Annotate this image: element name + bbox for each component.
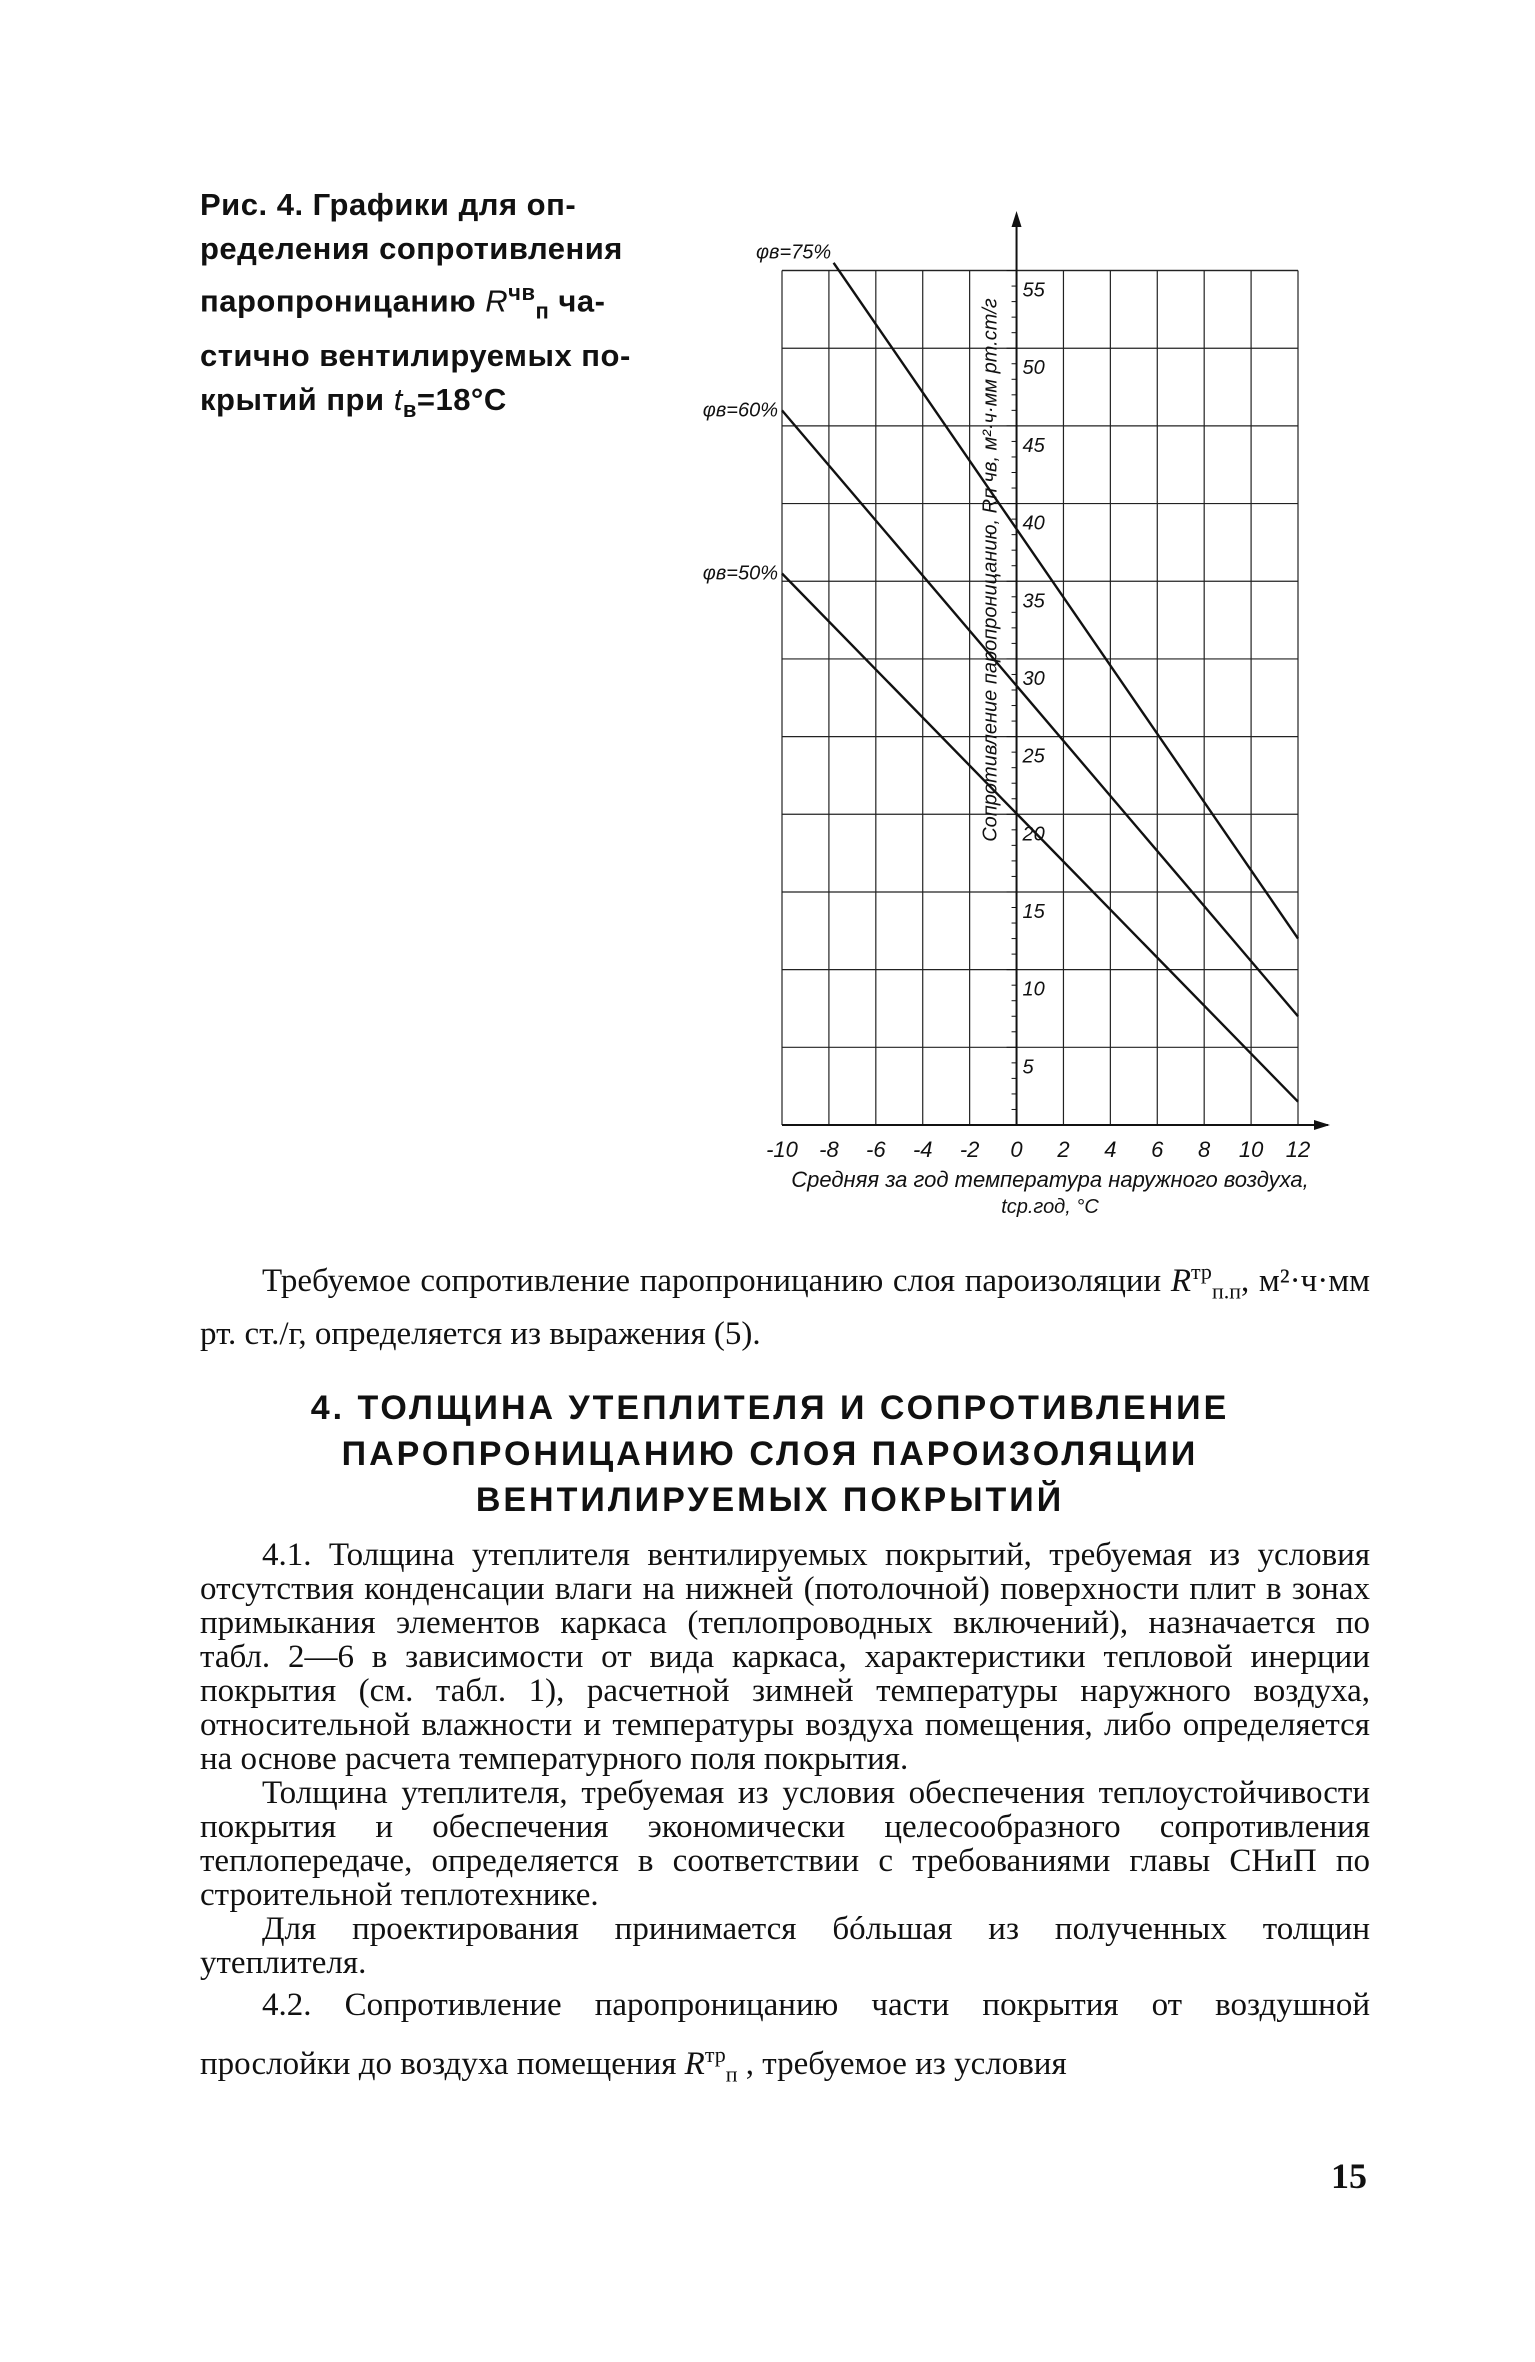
y-tick-label-2: 15: [1022, 900, 1045, 923]
series-line-0: [834, 263, 1298, 939]
heading-line-2: ПАРОПРОНИЦАНИЮ СЛОЯ ПАРОИЗОЛЯЦИИ: [341, 1435, 1199, 1473]
y-tick-label-9: 50: [1022, 357, 1045, 380]
series-line-1: [782, 410, 1298, 1016]
y-tick-label-1: 10: [1022, 978, 1045, 1001]
x-tick-label-4: -2: [959, 1137, 980, 1162]
y-tick-label-10: 55: [1022, 279, 1045, 302]
paragraph-1-rest: , м²·ч·мм рт. ст./г, определяется из выражения (5).: [200, 1263, 1370, 1352]
caption-line-5-end: =18°С: [416, 381, 507, 417]
caption-line-5-text: крытий при: [200, 381, 385, 417]
y-axis-arrow: [1012, 211, 1022, 227]
heading-line-3: ВЕНТИЛИРУЕМЫХ ПОКРЫТИЙ: [475, 1481, 1065, 1519]
x-tick-label-2: -6: [866, 1137, 886, 1162]
caption-symbol-r-sup: чв: [508, 280, 536, 305]
y-tick-label-3: 20: [1022, 823, 1045, 846]
paragraph-1-text: [200, 1250, 1370, 1356]
section-heading: [240, 1385, 1300, 1523]
series-label-1: φв=60%: [702, 399, 778, 422]
series-line-2: [782, 573, 1298, 1101]
paragraph-4-2-text: 4.2. Сопротивление паропроницанию части покрытия от воздушной прослойки до воздуха помещения: [200, 1987, 1370, 2082]
caption-line-3-text: паропроницанию: [200, 283, 477, 319]
y-tick-label-8: 45: [1022, 434, 1045, 457]
x-tick-label-11: 12: [1285, 1137, 1311, 1162]
x-tick-label-1: -8: [819, 1137, 839, 1162]
x-axis-arrow: [1314, 1120, 1330, 1130]
caption-line-3-end: ча-: [558, 283, 606, 319]
x-tick-label-5: 0: [1010, 1137, 1023, 1162]
paragraph-4-2-symbol: R: [684, 2046, 705, 2082]
paragraph-design: Для проектирования принимается бóльшая из полученных толщин утеплителя.: [200, 1911, 1370, 1981]
x-tick-label-6: 2: [1057, 1137, 1070, 1162]
x-tick-label-9: 8: [1198, 1137, 1211, 1162]
y-tick-label-6: 35: [1022, 590, 1045, 613]
paragraph-4-1: 4.1. Толщина утеплителя вентилируемых покрытий, требуемая из условия отсутствия конденсации влаги на нижней (потолочной) поверхности плит в зонах примыкания элементов каркаса (теплопроводных включений), назначается по табл. 2—6 в зависимости от вида каркаса, характеристики тепловой инерции покрытия (см. табл. 1), расчетной зимней температуры наружного воздуха, относительной влажности и температуры воздуха помещения, либо определяется на основе расчета температурного поля покрытия.: [200, 1537, 1370, 1777]
series-label-2: φв=50%: [702, 562, 778, 585]
x-axis-title-line-2: tср.год, °С: [1001, 1196, 1099, 1218]
section-body: [200, 1538, 1370, 2100]
heading-line-1: 4. ТОЛЩИНА УТЕПЛИТЕЛЯ И СОПРОТИВЛЕНИЕ: [310, 1389, 1230, 1427]
paragraph-4-2-symbol-sup: тр: [704, 2042, 726, 2067]
y-axis-title: Сопротивление паропроницанию, Rп чв, м²·ч·мм рт.ст/г: [979, 298, 1002, 842]
x-tick-label-7: 4: [1104, 1137, 1117, 1162]
paragraph-4-2-rest: , требуемое из условия: [745, 2046, 1067, 2082]
caption-symbol-t-sub: в: [402, 396, 417, 422]
caption-line-1: Рис. 4. Графики для оп-: [200, 187, 577, 222]
paragraph-1-symbol-sup: тр: [1191, 1259, 1212, 1284]
caption-line-4: стично вентилируемых по-: [200, 337, 631, 373]
series-label-0: φв=75%: [755, 241, 832, 264]
x-tick-label-0: -10: [766, 1137, 798, 1162]
x-axis-title-line-1: Средняя за год температура наружного воздуха,: [791, 1167, 1309, 1192]
paragraph-4-2-symbol-sub: п: [725, 2061, 738, 2087]
paragraph-1-start: Требуемое сопротивление паропроницанию слоя пароизоляции: [262, 1263, 1162, 1299]
y-tick-label-5: 30: [1022, 667, 1045, 690]
chart: [560, 180, 1360, 1240]
caption-symbol-t: t: [393, 381, 403, 417]
x-tick-label-3: -4: [912, 1137, 933, 1162]
page-number: 15: [1331, 2156, 1367, 2196]
x-tick-label-10: 10: [1238, 1137, 1264, 1162]
y-tick-label-4: 25: [1022, 745, 1045, 768]
caption-line-2: ределения сопротивления: [200, 231, 623, 266]
paragraph-1-symbol: R: [1170, 1263, 1192, 1299]
caption-symbol-r-sub: п: [535, 298, 550, 324]
paragraph-thickness: Толщина утеплителя, требуемая из условия обеспечения теплоустойчивости покрытия и обеспечения экономически целесообразного сопротивления теплопередаче, определяется в соответствии с требованиями главы СНиП по строительной теплотехнике.: [200, 1775, 1370, 1913]
caption-symbol-r: R: [485, 283, 509, 319]
y-tick-label-0: 5: [1022, 1056, 1034, 1079]
paragraph-required-resistance: [200, 1250, 1370, 1356]
y-tick-label-7: 40: [1022, 512, 1045, 535]
x-tick-label-8: 6: [1151, 1137, 1164, 1162]
paragraph-1-symbol-sub: п.п: [1211, 1278, 1241, 1304]
paragraph-4-2: [200, 1980, 1370, 2100]
